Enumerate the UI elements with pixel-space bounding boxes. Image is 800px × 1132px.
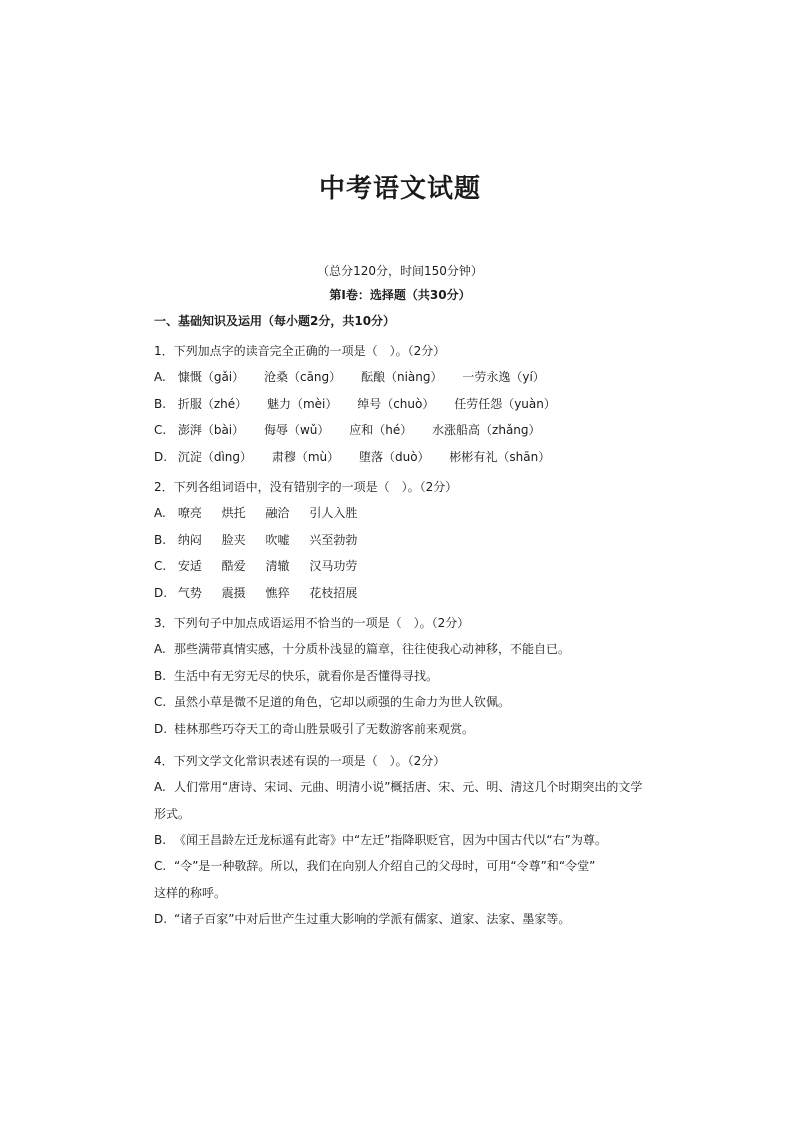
question-4 [154, 748, 664, 932]
option-b [154, 827, 664, 854]
option-text: 桂林那些巧夺天工的奇山胜景吸引了无数游客前来观赏。 [174, 721, 475, 736]
exam-meta: （总分120分，时间150分钟） [317, 264, 483, 278]
page-title: 中考语文试题 [318, 174, 481, 204]
section-heading: 一、基础知识及运用（每小题2分，共10分） [154, 314, 396, 328]
option-text: “诸子百家”中对后世产生过重大影响的学派有儒家、道家、法家、墨家等。 [174, 911, 571, 926]
option-c [154, 417, 664, 444]
option-c [154, 553, 664, 580]
option-label: D. [154, 721, 168, 736]
option-word: 彬彬有礼（shān） [449, 449, 551, 464]
option-word: 沧桑（cānɡ） [263, 370, 342, 384]
option-continuation: 这样的称呼。 [154, 885, 227, 900]
question-stem: 2．下列各组词语中，没有错别字的一项是（ ）。（2分） [154, 480, 458, 494]
option-c [154, 689, 664, 716]
option-word: 震摄 [221, 585, 246, 600]
option-word: 侮辱（wǔ） [263, 423, 330, 437]
option-word: 安适 [177, 559, 202, 573]
option-a [154, 774, 664, 801]
option-text: 人们常用“唐诗、宋词、元曲、明清小说”概括唐、宋、元、明、清这几个时期突出的文学 [174, 780, 643, 794]
option-d [154, 716, 664, 743]
option-word: 堕落（duò） [358, 449, 430, 464]
question-stem: 3．下列句子中加点成语运用不恰当的一项是（ ）。（2分） [154, 616, 470, 630]
option-word: 绰号（chuò） [357, 396, 435, 411]
option-label: D. [154, 585, 168, 600]
option-word: 兴至勃勃 [309, 532, 358, 547]
option-label: A. [154, 370, 166, 384]
option-label: B. [154, 396, 167, 411]
option-word: 清辙 [265, 559, 290, 573]
option-d [154, 580, 664, 607]
option-word: 酷爱 [221, 559, 246, 573]
option-a [154, 500, 664, 527]
option-word: 引人入胜 [309, 506, 358, 520]
option-word: 融洽 [265, 506, 290, 520]
option-word: 应和（hé） [349, 423, 413, 437]
option-b [154, 527, 664, 554]
option-label: C. [154, 559, 167, 573]
option-text: 《闻王昌龄左迁龙标遥有此寄》中“左迁”指降职贬官，因为中国古代以“右”为尊。 [174, 832, 607, 847]
option-label: C. [154, 423, 167, 437]
option-word: 花枝招展 [309, 585, 358, 600]
option-word: 嘹亮 [177, 506, 202, 520]
question-stem: 1．下列加点字的读音完全正确的一项是（ ）。（2分） [154, 344, 446, 358]
option-text: 虽然小草是微不足道的角色，它却以顽强的生命力为世人钦佩。 [174, 695, 511, 709]
option-a [154, 364, 664, 391]
option-d [154, 906, 664, 933]
option-continuation: 形式。 [154, 806, 191, 821]
volume-heading: 第Ⅰ卷：选择题（共30分） [329, 288, 471, 302]
option-word: 脸夹 [221, 532, 246, 547]
option-word: 吹嘘 [265, 532, 290, 547]
option-word: 沉淀（dìnɡ） [177, 449, 253, 464]
option-word: 憔猝 [265, 585, 290, 600]
option-word: 烘托 [221, 506, 246, 520]
option-word: 慷慨（gǎi） [177, 370, 245, 384]
option-label: A. [154, 642, 166, 656]
option-word: 魅力（mèi） [266, 396, 338, 411]
option-word: 汉马功劳 [309, 559, 358, 573]
option-word: 气势 [177, 585, 202, 600]
option-c [154, 853, 664, 880]
option-text: “令”是一种敬辞。所以，我们在向别人介绍自己的父母时，可用“令尊”和“令堂” [174, 859, 596, 873]
question-stem: 4．下列文学文化常识表述有误的一项是（ ）。（2分） [154, 754, 446, 768]
option-word: 澎湃（bài） [177, 423, 245, 437]
option-label: A. [154, 780, 166, 794]
option-word: 任劳任怨（yuàn） [454, 396, 556, 411]
option-b [154, 663, 664, 690]
option-label: C. [154, 859, 167, 873]
option-label: B. [154, 668, 167, 683]
option-word: 纳闷 [177, 532, 202, 547]
option-d [154, 444, 664, 471]
option-b [154, 391, 664, 418]
option-word: 肃穆（mù） [271, 449, 340, 464]
option-word: 水涨船高（zhǎnɡ） [432, 423, 541, 437]
option-text: 那些满带真情实感，十分质朴浅显的篇章，往往使我心动神移，不能自已。 [174, 642, 571, 656]
exam-content [154, 312, 664, 932]
option-word: 一劳永逸（yí） [462, 370, 545, 384]
option-label: A. [154, 506, 166, 520]
option-a [154, 636, 664, 663]
option-label: C. [154, 695, 167, 709]
option-label: B. [154, 532, 167, 547]
question-2 [154, 474, 664, 606]
option-text: 生活中有无穷无尽的快乐，就看你是否懂得寻找。 [174, 668, 439, 683]
option-word: 酝酿（niànɡ） [360, 370, 443, 384]
option-label: D. [154, 449, 168, 464]
option-label: D. [154, 911, 168, 926]
question-3 [154, 610, 664, 742]
option-label: B. [154, 832, 167, 847]
question-1 [154, 338, 664, 470]
option-word: 折服（zhé） [177, 396, 248, 411]
